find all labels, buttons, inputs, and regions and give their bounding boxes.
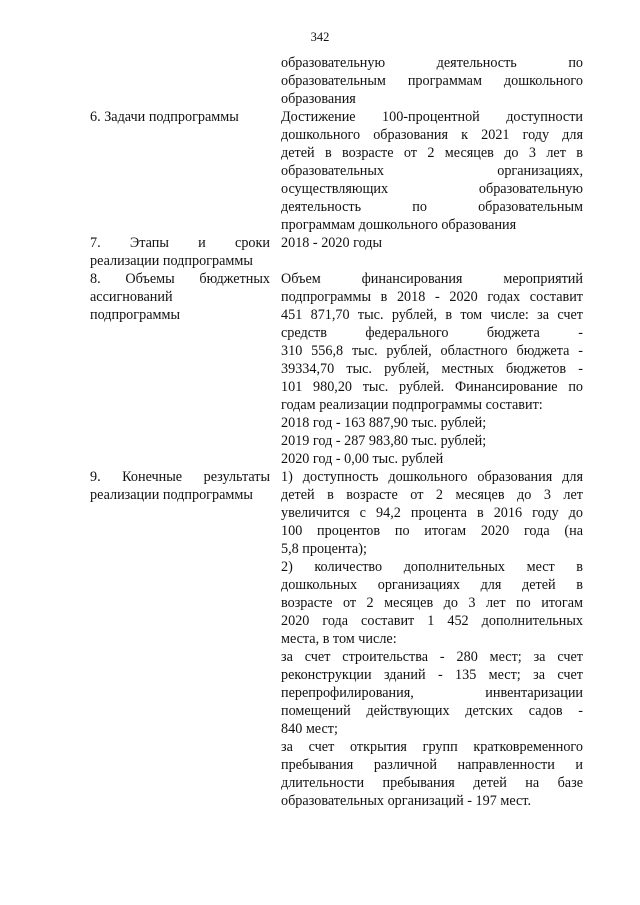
label-line: реализации подпрограммы xyxy=(90,487,253,503)
row-9-value xyxy=(281,468,583,810)
text-line: реконструкции зданий - 135 мест; за счет xyxy=(281,667,583,683)
text-line: средств федерального бюджета - xyxy=(281,325,583,341)
row-6-label xyxy=(90,108,270,126)
text-line: Достижение 100-процентной доступности xyxy=(281,109,583,125)
text-line: образовательную деятельность по xyxy=(281,55,583,71)
text-line: 5,8 процента); xyxy=(281,541,367,557)
text-line: образовательных организациях, xyxy=(281,163,583,179)
text-line: 101 980,20 тыс. рублей. Финансирование по xyxy=(281,379,583,395)
row-6-value xyxy=(281,108,583,234)
label-line: реализации подпрограммы xyxy=(90,253,253,269)
label-line: ассигнований xyxy=(90,289,173,305)
text-line: 2020 года составит 1 452 дополнительных xyxy=(281,613,583,629)
text-line: 2020 год - 0,00 тыс. рублей xyxy=(281,451,444,467)
text-line: помещений действующих детских садов - xyxy=(281,703,583,719)
text-line: подпрограммы в 2018 - 2020 годах составит xyxy=(281,289,583,305)
text-line: длительности пребывания детей на базе xyxy=(281,775,583,791)
text-line: годам реализации подпрограммы составит: xyxy=(281,397,543,413)
label-line: 7. Этапы и сроки xyxy=(90,235,270,251)
label-line: 9. Конечные результаты xyxy=(90,469,270,485)
page-number: 342 xyxy=(310,30,330,44)
text-line: дошкольного образования к 2021 году для xyxy=(281,127,583,143)
text-line: детей в возрасте от 2 месяцев до 3 лет в xyxy=(281,145,583,161)
text-line: образования xyxy=(281,91,356,107)
row-8-label xyxy=(90,270,270,324)
text-line: возрасте от 2 месяцев до 3 лет по итогам xyxy=(281,595,583,611)
text-line: Объем финансирования мероприятий xyxy=(281,271,583,287)
text-line: 2018 год - 163 887,90 тыс. рублей; xyxy=(281,415,487,431)
text-line: осуществляющих образовательную xyxy=(281,181,583,197)
text-line: 2019 год - 287 983,80 тыс. рублей; xyxy=(281,433,487,449)
text-line: увеличится с 94,2 процента в 2016 году до xyxy=(281,505,583,521)
text-line: 451 871,70 тыс. рублей, в том числе: за счет xyxy=(281,307,583,323)
text-line: 1) доступность дошкольного образования для xyxy=(281,469,583,485)
text-line: 2) количество дополнительных мест в xyxy=(281,559,583,575)
row-7-label xyxy=(90,234,270,270)
text-line: программам дошкольного образования xyxy=(281,217,517,233)
text-line: 840 мест; xyxy=(281,721,338,737)
label-line: 6. Задачи подпрограммы xyxy=(90,109,239,125)
text-line: детей в возрасте от 2 месяцев до 3 лет xyxy=(281,487,583,503)
row-7-value xyxy=(281,234,583,252)
continuation-text xyxy=(281,54,583,108)
text-line: образовательных организаций - 197 мест. xyxy=(281,793,531,809)
label-line: подпрограммы xyxy=(90,307,180,323)
text-line: дошкольных организациях для детей в xyxy=(281,577,583,593)
text-line: 100 процентов по итогам 2020 года (на xyxy=(281,523,583,539)
text-line: деятельность по образовательным xyxy=(281,199,583,215)
text-line: 39334,70 тыс. рублей, местных бюджетов - xyxy=(281,361,583,377)
text-line: образовательным программам дошкольного xyxy=(281,73,583,89)
label-line: 8. Объемы бюджетных xyxy=(90,271,270,287)
text-line: 2018 - 2020 годы xyxy=(281,235,383,251)
text-line: за счет строительства - 280 мест; за счет xyxy=(281,649,583,665)
text-line: за счет открытия групп кратковременного xyxy=(281,739,583,755)
row-8-value xyxy=(281,270,583,468)
text-line: места, в том числе: xyxy=(281,631,397,647)
text-line: пребывания различной направленности и xyxy=(281,757,583,773)
row-9-label xyxy=(90,468,270,504)
text-line: 310 556,8 тыс. рублей, областного бюджета - xyxy=(281,343,583,359)
text-line: перепрофилирования, инвентаризации xyxy=(281,685,583,701)
